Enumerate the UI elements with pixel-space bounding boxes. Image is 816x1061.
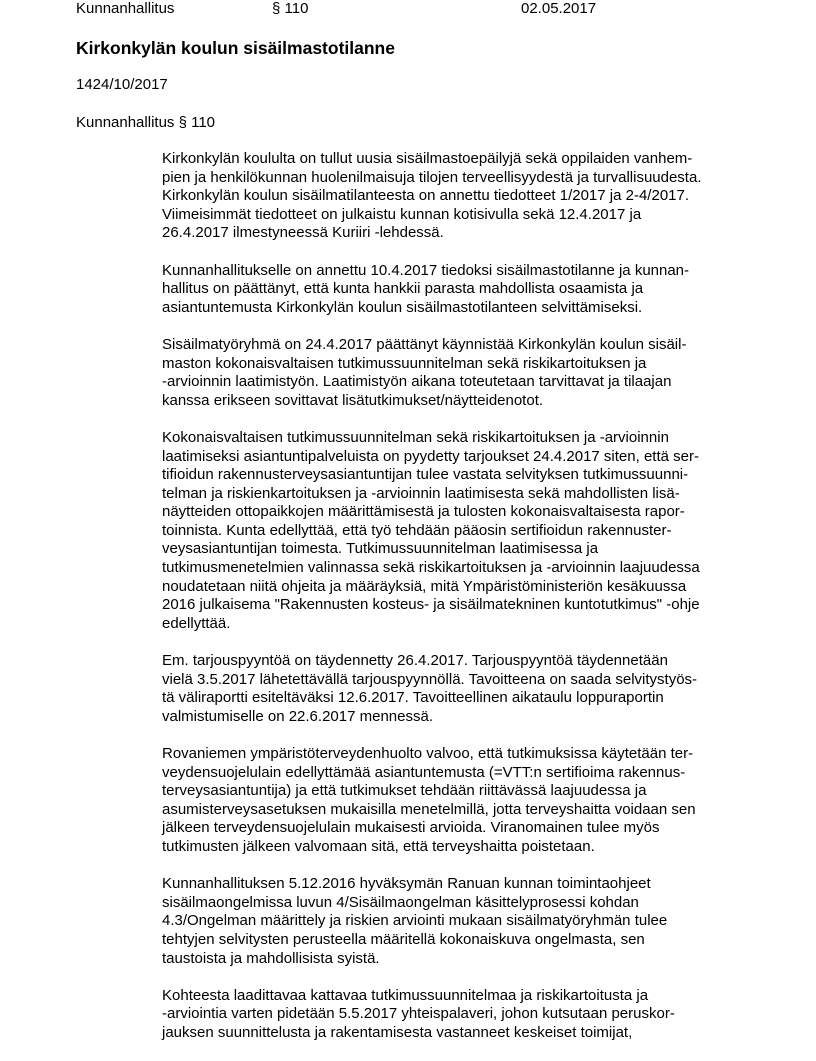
- text-line: Kokonaisvaltaisen tutkimussuunnitelman sekä riskikartoituksen ja -arvioinnin: [162, 428, 669, 446]
- text-line: terveysasiantuntija) ja että tutkimukset tehdään riittävässä laajuudessa ja: [162, 782, 647, 800]
- text-line: 2016 julkaisema "Rakennusten kosteus- ja sisäilmatekninen kuntotutkimus" -ohje: [162, 596, 700, 614]
- document-header: [0, 0, 816, 20]
- section-heading: Kunnanhallitus § 110: [76, 114, 215, 131]
- text-line: Kirkonkylän koulun sisäilmatilanteesta on annettu tiedotteet 1/2017 ja 2-4/2017.: [162, 187, 690, 205]
- header-section-number: § 110: [272, 0, 309, 17]
- text-line: jälkeen terveydensuojelulain mukaisesti arvioida. Viranomainen tulee myös: [162, 819, 660, 837]
- text-line: Viimeisimmät tiedotteet on julkaistu kunnan kotisivulla sekä 12.4.2017 ja: [162, 205, 642, 223]
- text-line: taustoista ja mahdollisista syistä.: [162, 949, 380, 967]
- document-body: [162, 150, 762, 1061]
- paragraph: [162, 652, 762, 726]
- text-line: Kohteesta laadittavaa kattavaa tutkimussuunnitelmaa ja riskikartoitusta ja: [162, 986, 649, 1004]
- text-line: Rovaniemen ympäristöterveydenhuolto valvoo, että tutkimuksissa käytetään ter-: [162, 745, 694, 762]
- text-line: tutkimusmenetelmien valinnassa sekä riskikartoituksen ja -arvioinnin laajuudessa: [162, 559, 700, 577]
- paragraph: [162, 745, 762, 857]
- text-line: näytteiden ottopaikkojen määrittämisestä ja tulosten kokonaisvaltaisesta rapor-: [162, 503, 685, 521]
- text-line: tifioidun rakennusterveysasiantuntijan tulee vastata selvityksen tutkimussuunni-: [162, 466, 689, 484]
- text-line: noudatetaan niitä ohjeita ja määräyksiä, mitä Ympäristöministeriön kesäkuussa: [162, 577, 687, 595]
- document-title: Kirkonkylän koulun sisäilmastotilanne: [76, 38, 395, 58]
- paragraph: [162, 336, 762, 410]
- text-line: kanssa erikseen sovittavat lisätutkimukset/näytteidenotot.: [162, 391, 544, 409]
- text-line: tutkimusten jälkeen valvomaan sitä, että terveyshaitta poistetaan.: [162, 837, 595, 855]
- paragraph: [162, 429, 762, 634]
- text-line: jauksen suunnittelusta ja rakentamisesta vastanneet keskeiset toimijat,: [162, 1023, 633, 1041]
- text-line: Sisäilmatyöryhmä on 24.4.2017 päättänyt käynnistää Kirkonkylän koulun sisäil-: [162, 335, 687, 353]
- text-line: asiantuntemusta Kirkonkylän koulun sisäilmastotilanteen selvittämiseksi.: [162, 298, 643, 316]
- text-line: -arvioinnin laatimistyön. Laatimistyön aikana toteutetaan tarvittavat ja tilaajan: [162, 373, 672, 391]
- text-line: maston kokonaisvaltaisen tutkimussuunnitelman sekä riskikartoituksen ja: [162, 354, 647, 372]
- text-line: pien ja henkilökunnan huolenilmaisuja tilojen terveellisyydestä ja turvallisuudesta.: [162, 168, 702, 186]
- header-body-name: Kunnanhallitus: [76, 0, 175, 17]
- text-line: sisäilmaongelmissa luvun 4/Sisäilmaongelman käsittelyprosessi kohdan: [162, 893, 639, 911]
- text-line: valmistumiselle on 22.6.2017 mennessä.: [162, 707, 433, 725]
- text-line: tehtyjen selvitysten perusteella määritellä kokonaiskuva ongelmasta, sen: [162, 930, 645, 948]
- text-line: hallitus on päättänyt, että kunta hankkii parasta mahdollista osaamista ja: [162, 280, 644, 298]
- text-line: vielä 3.5.2017 lähetettävällä tarjouspyynnöllä. Tavoitteena on saada selvitystyös-: [162, 670, 698, 688]
- text-line: asumisterveysasetuksen mukaisilla menetelmillä, jotta terveyshaitta voidaan sen: [162, 800, 696, 818]
- paragraph: [162, 875, 762, 968]
- text-line: veysasiantuntijan toimesta. Tutkimussuunnitelman laatimisessa ja: [162, 540, 599, 558]
- paragraph: [162, 262, 762, 318]
- text-line: telman ja riskienkartoituksen ja -arvioinnin laatimisesta sekä mahdollisten lisä-: [162, 484, 680, 502]
- text-line: toinnista. Kunta edellyttää, että työ tehdään pääosin sertifioidun rakennuster-: [162, 521, 672, 539]
- paragraph: [162, 987, 762, 1043]
- text-line: -arviointia varten pidetään 5.5.2017 yhteispalaveri, johon kutsutaan peruskor-: [162, 1005, 675, 1023]
- header-date: 02.05.2017: [521, 0, 597, 17]
- text-line: Kunnanhallitukselle on annettu 10.4.2017 tiedoksi sisäilmastotilanne ja kunnan-: [162, 261, 690, 279]
- text-line: laatimiseksi asiantuntipalveluista on pyydetty tarjoukset 24.4.2017 siten, että ser-: [162, 447, 699, 465]
- text-line: 4.3/Ongelman määrittely ja riskien arviointi mukaan sisäilmatyöryhmän tulee: [162, 912, 668, 930]
- text-line: Kunnanhallituksen 5.12.2016 hyväksymän Ranuan kunnan toimintaohjeet: [162, 875, 651, 893]
- text-line: Em. tarjouspyyntöä on täydennetty 26.4.2017. Tarjouspyyntöä täydennetään: [162, 652, 668, 670]
- paragraph: [162, 150, 762, 243]
- text-line: Kirkonkylän koululta on tullut uusia sisäilmastoepäilyjä sekä oppilaiden vanhem-: [162, 150, 693, 167]
- text-line: veydensuojelulain edellyttämää asiantuntemusta (=VTT:n sertifioima rakennus-: [162, 763, 686, 781]
- document-reference-number: 1424/10/2017: [76, 76, 168, 93]
- text-line: tä väliraportti esiteltäväksi 12.6.2017. Tavoitteellinen aikataulu loppuraportin: [162, 689, 664, 707]
- text-line: 26.4.2017 ilmestyneessä Kuriiri -lehdessä.: [162, 224, 444, 242]
- text-line: edellyttää.: [162, 614, 231, 632]
